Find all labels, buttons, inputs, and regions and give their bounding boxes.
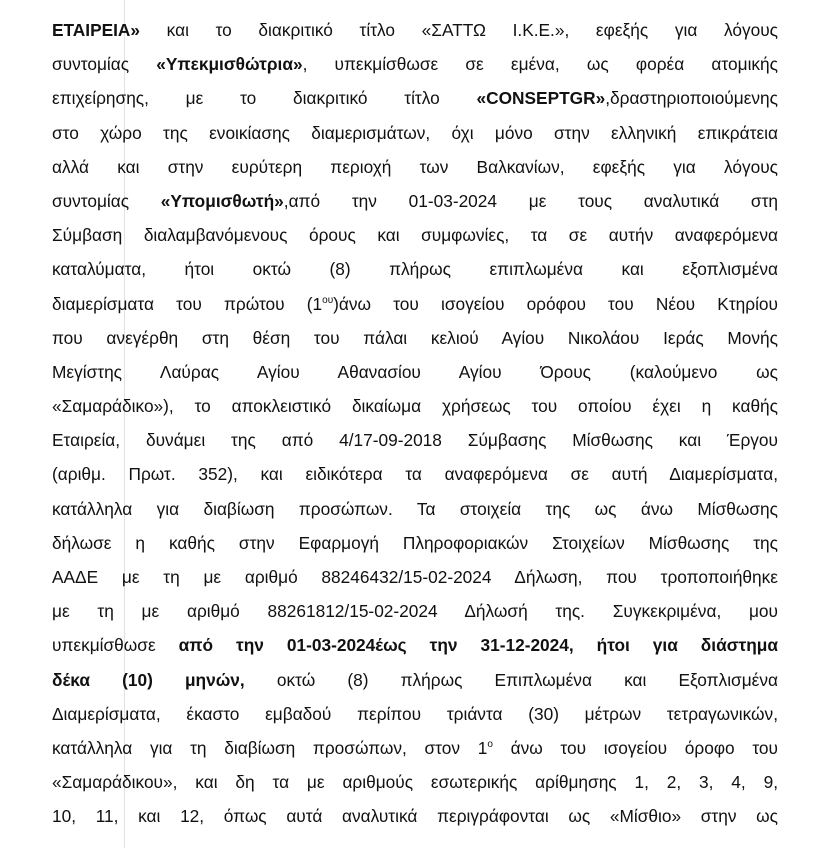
text-line [52,423,778,457]
text-line [52,218,778,252]
text-line [52,355,778,389]
text-segment: ,δραστηριοποιούμενης [605,88,778,109]
text-line [52,663,778,697]
text-segment: και το διακριτικό τίτλο «ΣΑΤΤΩ Ι.Κ.Ε.», εφεξής για λόγους [140,20,778,40]
text-line [52,697,778,731]
text-line [52,628,778,662]
text-line [52,526,778,560]
text-line [52,81,778,115]
text-segment: κατάλληλα για διαβίωση προσώπων. Τα στοιχεία της ως άνω Μίσθωσης [52,498,778,519]
text-line [52,116,778,150]
text-segment: Σύμβαση διαλαμβανόμενους όρους και συμφωνίες, τα σε αυτήν αναφερόμενα [52,225,778,246]
text-segment: διαμερίσματα του πρώτου (1 [52,293,323,314]
text-line [52,184,778,218]
text-segment: (αριθμ. Πρωτ. 352), και ειδικότερα τα αναφερόμενα σε αυτή Διαμερίσματα, [52,464,778,485]
text-segment: αλλά και στην ευρύτερη περιοχή των Βαλκανίων, εφεξής για λόγους [52,156,778,177]
bold-text: «Υπομισθωτή» [160,190,284,211]
text-line [52,13,778,47]
text-segment: Διαμερίσματα, έκαστο εμβαδού περίπου τριάντα (30) μέτρων τετραγωνικών, [52,703,778,724]
text-segment: που ανεγέρθη στη θέση του πάλαι κελιού Αγίου Νικολάου Ιεράς Μονής [52,327,778,348]
bold-text: «CONSEPTGR» [476,88,606,109]
text-segment: , υπεκμίσθωσε σε εμένα, ως φορέα ατομικής [302,54,778,75]
bold-text: από την 01-03-2024έως την 31-12-2024, ήτοι για διάστημα [178,635,778,656]
text-line [52,765,778,799]
text-segment: ,από την 01-03-2024 με τους αναλυτικά στη [283,190,779,211]
text-segment: «Σαμαράδικο»), το αποκλειστικό δικαίωμα χρήσεως του οποίου έχει η καθής [52,396,778,417]
text-segment: συντομίας [52,54,157,75]
text-line [52,150,778,184]
text-segment: συντομίας [52,190,161,211]
text-segment: καταλύματα, ήτοι οκτώ (8) πλήρως επιπλωμένα και εξοπλισμένα [52,259,778,280]
text-segment: ΑΑΔΕ με τη με αριθμό 88246432/15-02-2024 Δήλωση, που τροποποιήθηκε [52,567,778,587]
text-line [52,389,778,423]
text-segment: κατάλληλα για τη διαβίωση προσώπων, στον 1 [52,737,488,758]
text-segment: άνω του ισογείου όροφο του [492,737,778,758]
document-body [52,13,778,834]
text-segment: )άνω του ισογείου ορόφου του Νέου Κτηρίου [333,293,778,314]
text-line [52,321,778,355]
text-segment: στο χώρο της ενοικίασης διαμερισμάτων, όχι μόνο στην ελληνική επικράτεια [52,122,778,143]
text-line [52,492,778,526]
text-segment: 10, 11, και 12, όπως αυτά αναλυτικά περιγράφονται ως «Μίσθιο» στην ως [52,806,778,827]
text-line [52,731,778,765]
text-segment: «Σαμαράδικου», και δη τα με αριθμούς εσωτερικής αρίθμησης 1, 2, 3, 4, 9, [52,772,778,793]
text-line [52,47,778,81]
text-line [52,560,778,594]
text-line [52,457,778,491]
text-line [52,594,778,628]
superscript: ο [487,738,493,750]
text-segment: υπεκμίσθωσε [52,635,179,656]
text-segment: επιχείρησης, με το διακριτικό τίτλο [52,88,477,109]
bold-text: ΕΤΑΙΡΕΙΑ» [52,20,141,40]
text-segment: δήλωσε η καθής στην Εφαρμογή Πληροφοριακών Στοιχείων Μίσθωσης της [52,532,778,553]
superscript: ου [322,294,334,306]
text-segment: με τη με αριθμό 88261812/15-02-2024 Δήλωσή της. Συγκεκριμένα, μου [52,601,778,622]
text-line [52,287,778,321]
text-segment: Εταιρεία, δυνάμει της από 4/17-09-2018 Σύμβασης Μίσθωσης και Έργου [52,430,778,451]
text-segment: οκτώ (8) πλήρως Επιπλωμένα και Εξοπλισμένα [244,669,778,690]
text-segment: Μεγίστης Λαύρας Αγίου Αθανασίου Αγίου Όρους (καλούμενο ως [52,361,778,382]
bold-text: «Υπεκμισθώτρια» [156,54,303,75]
bold-text: δέκα (10) μηνών, [52,669,245,690]
text-line [52,252,778,286]
text-line [52,799,778,833]
